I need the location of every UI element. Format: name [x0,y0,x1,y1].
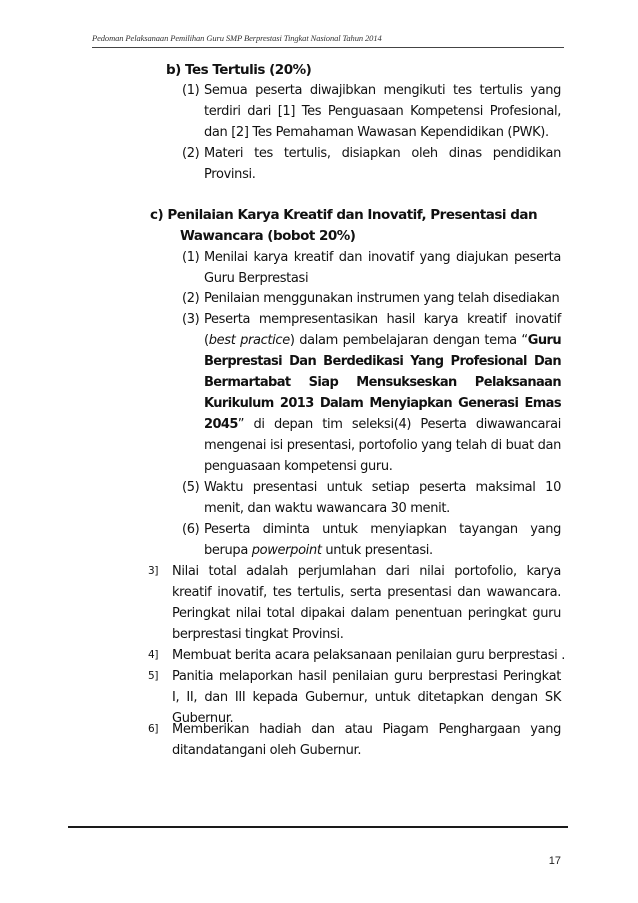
section-b-item-1 [182,80,561,143]
header-divider [92,47,564,48]
item-text-italic: powerpoint [251,543,322,558]
main-item-6 [148,719,561,761]
section-b-item-2 [182,143,561,185]
item-number: 5] [148,670,159,682]
item-number: (6) [182,522,200,537]
main-item-4 [148,645,572,666]
item-text: Memberikan hadiah dan atau Piagam Penghargaan yang ditandatangani oleh Gubernur. [172,722,561,758]
section-c-item-1 [182,247,561,289]
item-text: Semua peserta diwajibkan mengikuti tes tertulis yang terdiri dari [1] Tes Penguasaan Kompetensi Profesional, dan [2] Tes Pemahaman Wawasan Kependidikan (PWK). [204,83,561,140]
section-c-item-3 [182,309,561,477]
item-text-italic: best practice [208,333,290,348]
running-header: Pedoman Pelaksanaan Pemilihan Guru SMP Berprestasi Tingkat Nasional Tahun 2014 [92,33,382,43]
page-number: 17 [548,855,561,867]
item-number: 4] [148,649,159,661]
item-number: (1) [182,83,200,98]
item-text: Membuat berita acara pelaksanaan penilaian guru berprestasi . [172,648,566,663]
item-text-a: Peserta mempresentasikan hasil karya kreatif inovatif ( [204,312,561,348]
item-text: Menilai karya kreatif dan inovatif yang diajukan peserta Guru Berprestasi [204,250,561,286]
section-c-heading-line-2: Wawancara (bobot 20%) [180,228,356,244]
item-number: (2) [182,291,200,306]
theme-text: Guru Berprestasi Dan Berdedikasi Yang Profesional Dan Bermartabat Siap Mensukseskan Pelaksanaan Kurikulum 2013 Dalam Menyiapkan Generasi Emas 2045 [204,333,561,432]
section-b-heading: b) Tes Tertulis (20%) [166,62,312,78]
section-c-item-2 [182,288,561,309]
section-c-item-5 [182,477,561,519]
item-number: (5) [182,480,200,495]
item-number: (1) [182,250,200,265]
item-number: (2) [182,146,200,161]
item-text: Panitia melaporkan hasil penilaian guru berprestasi Peringkat I, II, dan III kepada Gubernur, untuk ditetapkan dengan SK Gubernur. [172,669,561,726]
item-text-c: ” di depan tim seleksi(4) Peserta diwawancarai mengenai isi presentasi, portofolio yang telah di buat dan penguasaan kompetensi guru. [204,417,561,474]
section-c-item-6 [182,519,561,561]
item-text-a: Peserta diminta untuk menyiapkan tayangan yang berupa [204,522,561,558]
item-text: Nilai total adalah perjumlahan dari nilai portofolio, karya kreatif inovatif, tes tertulis, serta presentasi dan wawancara. Peringkat nilai total dipakai dalam penentuan peringkat guru berprestasi tingkat Provinsi. [172,564,561,642]
item-number: 3] [148,565,159,577]
item-text: Materi tes tertulis, disiapkan oleh dinas pendidikan Provinsi. [204,146,561,182]
item-text-b: untuk presentasi. [321,543,433,558]
main-item-3 [148,561,561,645]
item-text: Waktu presentasi untuk setiap peserta maksimal 10 menit, dan waktu wawancara 30 menit. [204,480,561,516]
item-text: Penilaian menggunakan instrumen yang telah disediakan [204,291,560,306]
footer-divider [68,826,568,828]
item-number: 6] [148,723,159,735]
section-c-heading-line-1: c) Penilaian Karya Kreatif dan Inovatif, Presentasi dan [150,207,538,223]
item-text-b: ) dalam pembelajaran dengan tema “ [289,333,528,348]
item-number: (3) [182,312,200,327]
